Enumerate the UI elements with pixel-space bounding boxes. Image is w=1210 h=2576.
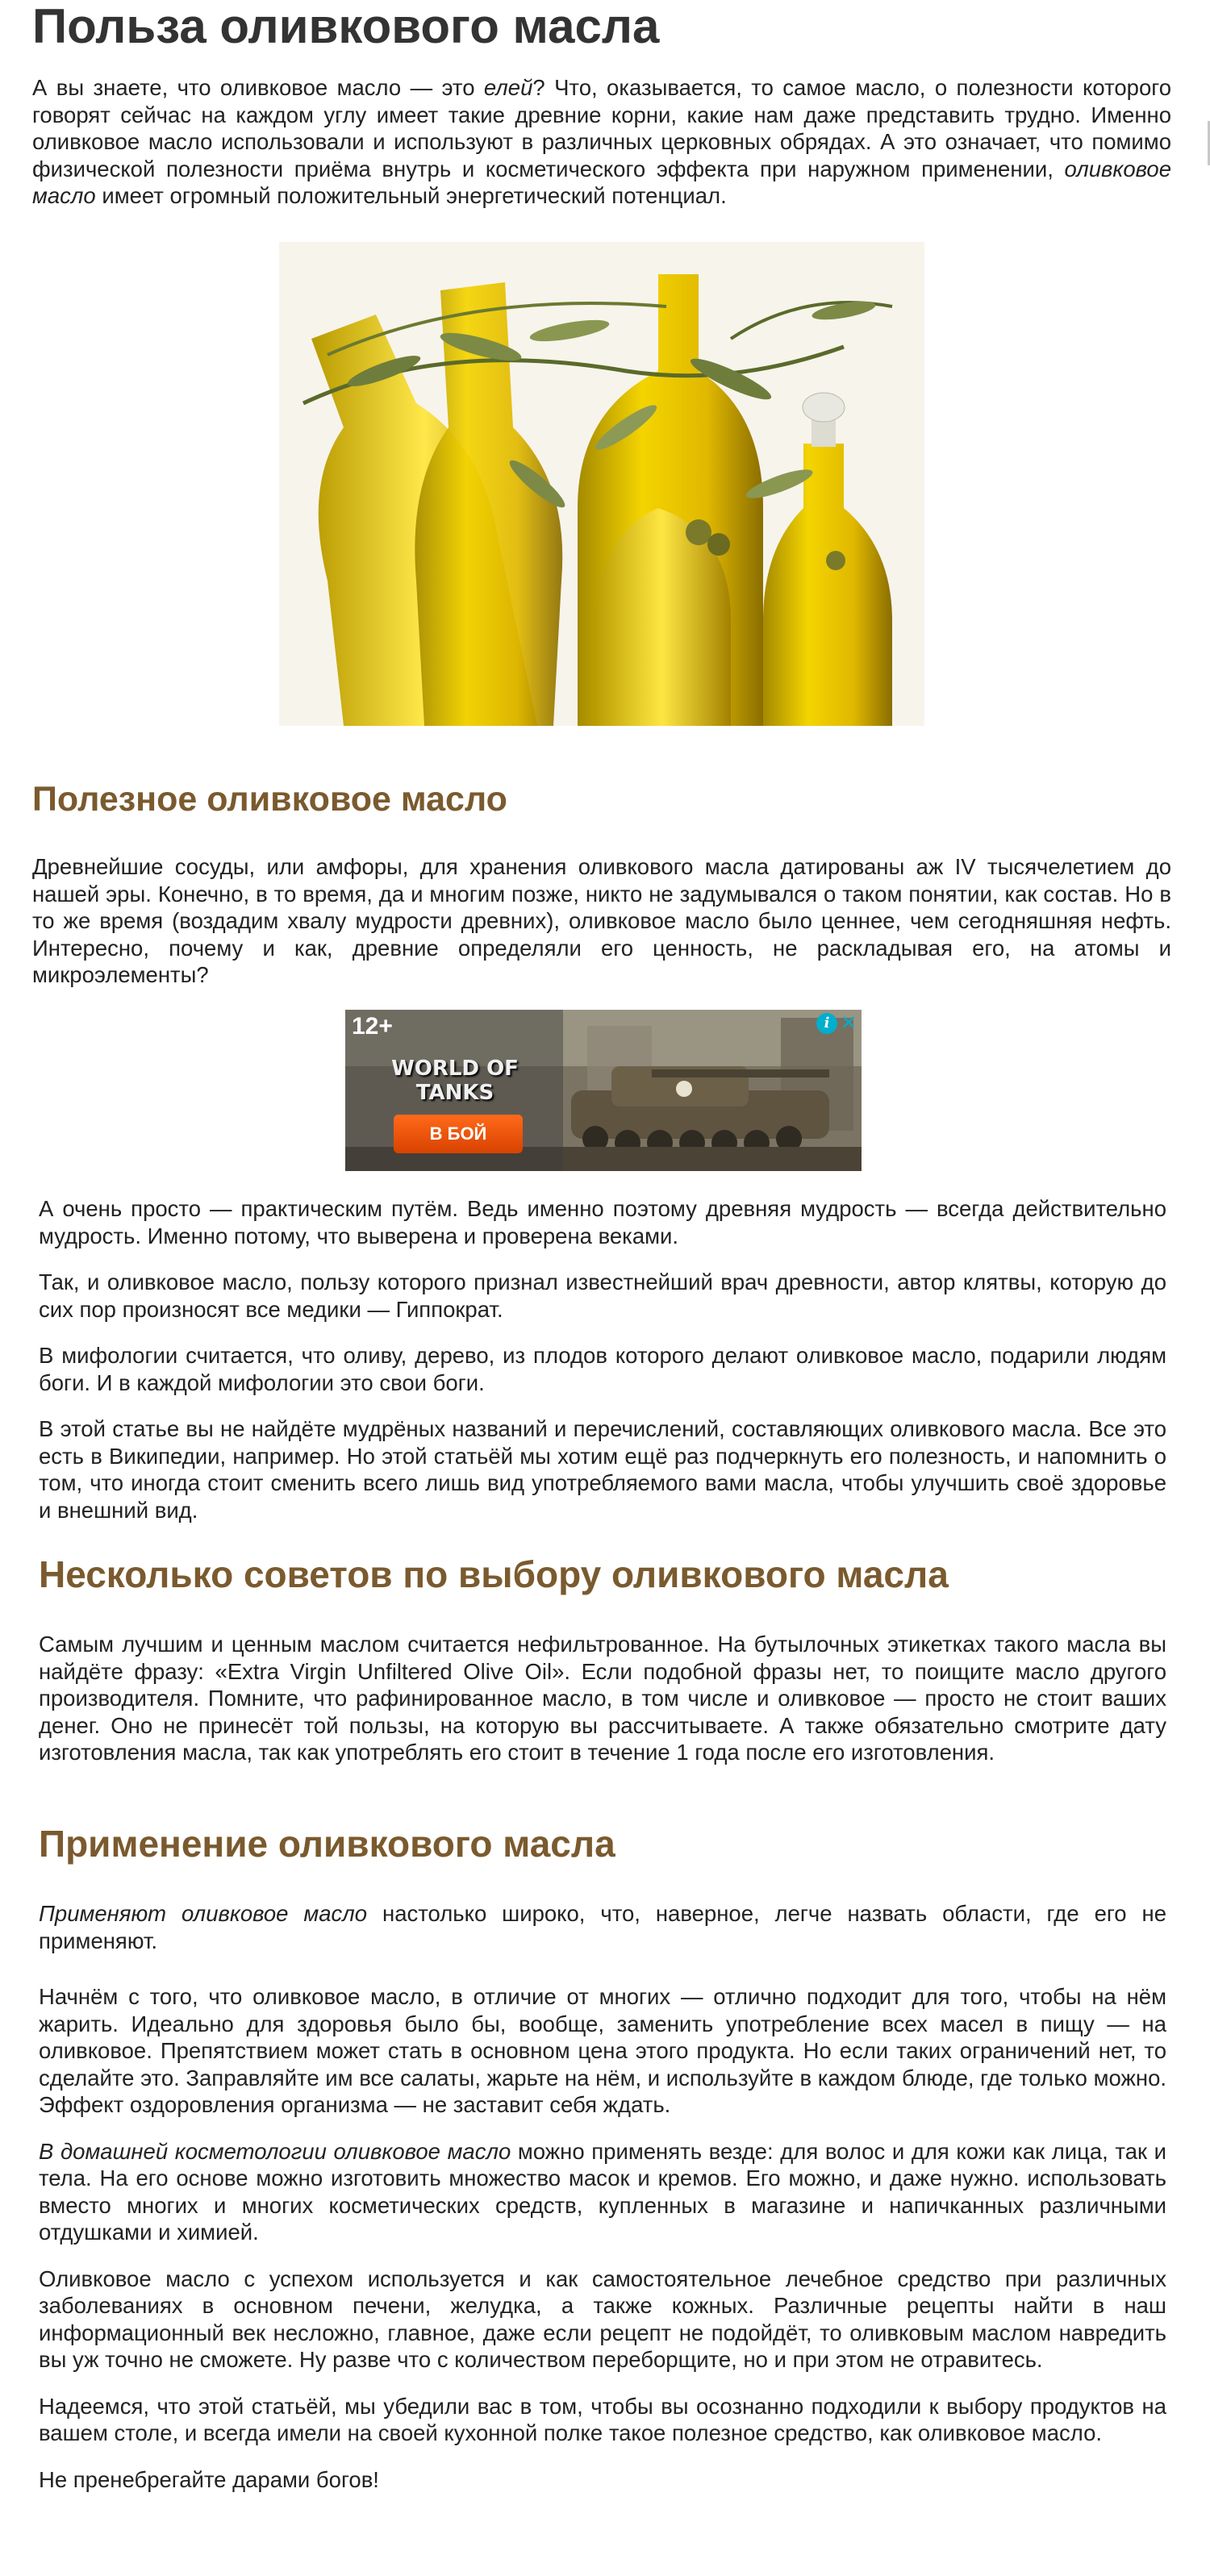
text-run: настолько широко, что, наверное, легче назвать области, где его не применяют. bbox=[39, 1901, 1166, 1953]
section-body bbox=[32, 853, 1171, 989]
text-run: Оливковое масло с успехом используется и как самостоятельное лечебное средство при различных заболеваниях в основном печени, желудка, а также кожных. Различные рецепты найти в наш информационный век несложно, главное, даже если рецепт не подойдёт, то оливковым маслом навредить вы уж точно не сможете. Ну разве что с количеством переборщите, но и при этом не отравитесь. bbox=[39, 2265, 1166, 2372]
text-run: можно применять везде: для волос и для кожи как лица, так и тела. На его основе можно изготовить множество масок и кремов. Его можно, и даже нужно. использовать вместо многих и многих косметических средств, купленных в магазине и напичканных различными отдушками и химией. bbox=[39, 2138, 1166, 2245]
ad-info-icon[interactable]: i bbox=[816, 1013, 837, 1034]
intro-paragraph bbox=[32, 74, 1171, 210]
paragraph bbox=[39, 1415, 1166, 1524]
ad-cta-button[interactable]: В БОЙ bbox=[394, 1115, 523, 1153]
ad-close-icon[interactable]: ✕ bbox=[840, 1011, 857, 1034]
section-heading: Несколько советов по выбору оливкового масла bbox=[39, 1553, 949, 1595]
text-run: Так, и оливковое масло, пользу которого признал известнейший врач древности, автор клятвы, которую до сих пор произносят все медики — Гиппократ. bbox=[39, 1269, 1166, 1322]
paragraph bbox=[39, 1269, 1166, 1323]
paragraph bbox=[39, 1342, 1166, 1396]
emphasis-text: В домашней косметологии оливковое масло bbox=[39, 2138, 511, 2164]
text-run: А очень просто — практическим путём. Ведь именно поэтому древняя мудрость — всегда действительно мудрость. Именно потому, что выверена и проверена веками. bbox=[39, 1196, 1166, 1248]
text-run: Надеемся, что этой статьёй, мы убедили вас в том, чтобы вы осознанно подходили к выбору продуктов на вашем столе, и всегда имели на своей кухонной полке такое полезное средство, как оливковое масло. bbox=[39, 2393, 1166, 2445]
section-body bbox=[39, 1900, 1166, 2493]
text-run: Древнейшие сосуды, или амфоры, для хранения оливкового масла датированы аж IV тысячелетием до нашей эры. Конечно, в то время, да и многим позже, никто не задумывался о таком понятии, как состав. Но в то же время (воздадим хвалу мудрости древних), оливковое масло было ценнее, чем сегодняшняя нефть. Интересно, почему и как, древние определяли его ценность, не раскладывая его, на атомы и микроэлементы? bbox=[32, 854, 1171, 987]
text-run: Самым лучшим и ценным маслом считается нефильтрованное. На бутылочных этикетках такого масла вы найдёте фразу: «Extra Virgin Unfiltered Olive Oil». Если подобной фразы нет, то поищите масло другого производителя. Помните, что рафинированное масло, в том числе и оливковое — просто не стоит ваших денег. Оно не принесёт той пользы, на которую вы рассчитываете. А также обязательно смотрите дату изготовления масла, так как употреблять его стоит в течение 1 года после его изготовления. bbox=[39, 1632, 1166, 1765]
text-run: В мифологии считается, что оливу, дерево, из плодов которого делают оливковое масло, подарили людям боги. И в каждой мифологии это свои боги. bbox=[39, 1343, 1166, 1395]
paragraph bbox=[39, 1631, 1166, 1766]
ad-age-rating: 12+ bbox=[352, 1013, 393, 1040]
text-run: Начнём с того, что оливковое масло, в отличие от многих — отлично подходит для того, чтобы на нём жарить. Идеально для здоровья было бы, вообще, заменить употребление всех масел в пищу — на оливковое. Препятствием может стать в основном цена этого продукта. Но если таких ограничений нет, то сделайте это. Заправляйте им все салаты, жарьте на нём, и используйте в каждом блюде, где только можно. Эффект оздоровления организма — не заставит себя ждать. bbox=[39, 1984, 1166, 2117]
paragraph bbox=[39, 1195, 1166, 1249]
text-run: В этой статье вы не найдёте мудрёных названий и перечислений, составляющих оливкового масла. Все это есть в Википедии, например. Но этой статьёй мы хотим ещё раз подчеркнуть его полезность, и напомнить о том, что иногда стоит сменить всего лишь вид употребляемого вами масла, чтобы улучшить своё здоровье и внешний вид. bbox=[39, 1416, 1166, 1523]
text-run: ? Что, оказывается, то самое масло, о полезности которого говорят сейчас на каждом углу имеет такие древние корни, какие нам даже представить трудно. Именно оливковое масло использовали и используют в различных церковных обрядах. А это означает, что помимо физической полезности приёма внутрь и косметического эффекта при наружном применении, bbox=[32, 75, 1171, 181]
olive-oil-bottles-illustration bbox=[279, 242, 924, 726]
paragraph bbox=[39, 1983, 1166, 2119]
intro-text bbox=[32, 74, 1171, 210]
ad-game-logo: WORLD OF TANKS bbox=[391, 1057, 519, 1105]
emphasis-text: оливковое масло bbox=[32, 156, 1171, 208]
paragraph bbox=[39, 2265, 1166, 2374]
paragraph bbox=[32, 853, 1171, 989]
closing-line bbox=[39, 2466, 1166, 2494]
emphasis-text: елей bbox=[483, 75, 533, 100]
text-run: Не пренебрегайте дарами богов! bbox=[39, 2466, 379, 2492]
section-body bbox=[39, 1631, 1166, 1766]
text-run: А вы знаете, что оливковое масло — это bbox=[32, 75, 484, 100]
paragraph bbox=[39, 2138, 1166, 2246]
paragraph bbox=[39, 1900, 1166, 1954]
text-run: имеет огромный положительный энергетический потенциал. bbox=[95, 183, 727, 208]
page-title: Польза оливкового масла bbox=[32, 0, 660, 53]
emphasis-text: Применяют оливковое масло bbox=[39, 1901, 368, 1926]
section-body bbox=[39, 1195, 1166, 1524]
section-heading: Полезное оливковое масло bbox=[32, 780, 507, 819]
olive-oil-bottles-photo bbox=[279, 242, 924, 726]
section-heading: Применение оливкового масла bbox=[39, 1823, 615, 1865]
paragraph bbox=[39, 2393, 1166, 2447]
ad-banner[interactable] bbox=[345, 1010, 862, 1171]
